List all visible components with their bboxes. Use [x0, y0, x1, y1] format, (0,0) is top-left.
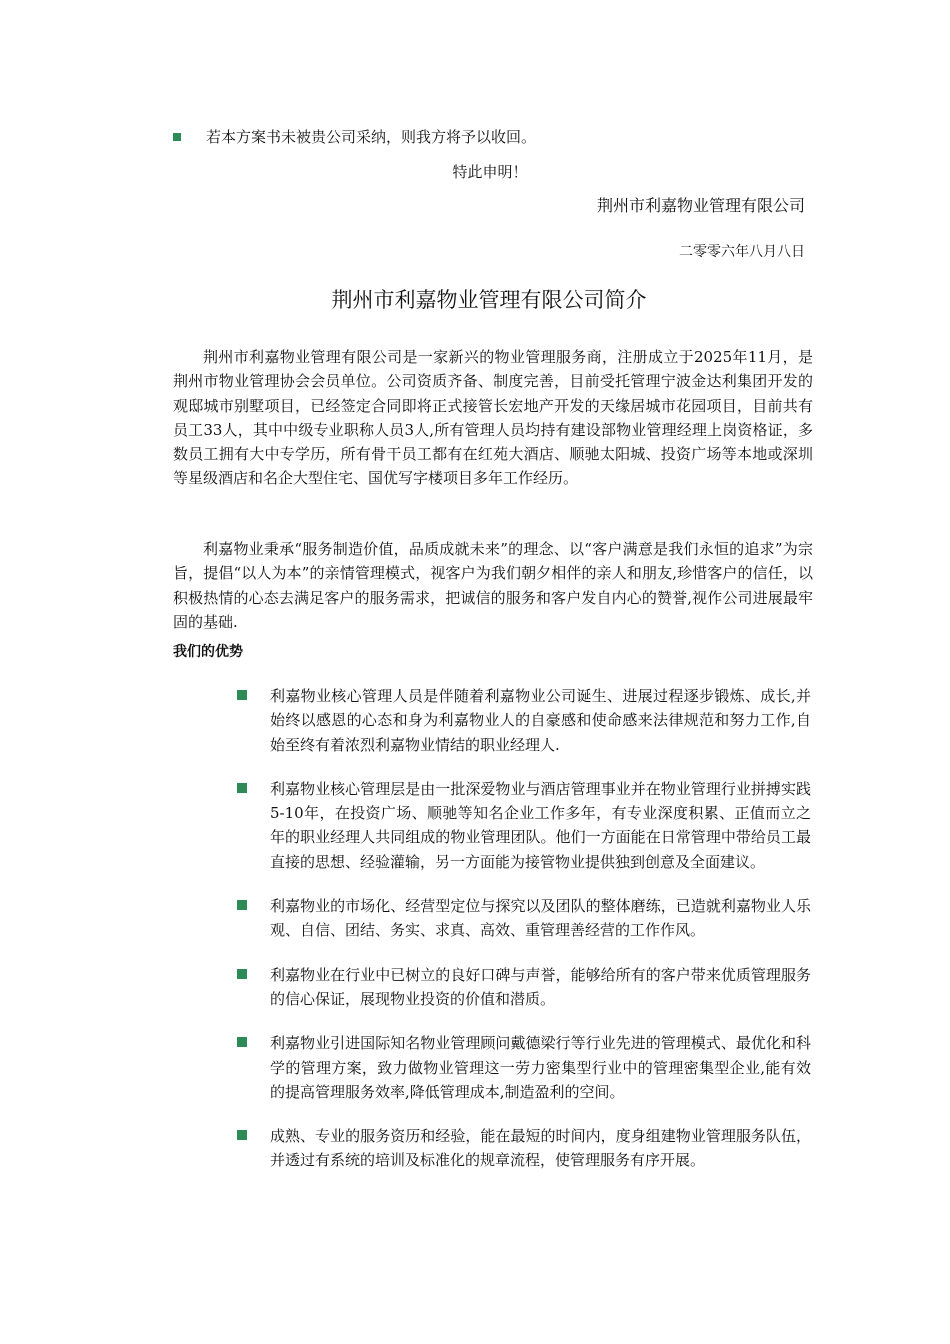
list-item	[236, 777, 811, 874]
advantage-text: 利嘉物业引进国际知名物业管理顾问戴德梁行等行业先进的管理模式、最优化和科学的管理方案，致力做物业管理这一劳力密集型行业中的管理密集型企业,能有效的提高管理服务效率,降低管理成本,制造盈利的空间。	[270, 1034, 811, 1101]
green-square-bullet-icon	[237, 1037, 247, 1047]
list-item	[236, 894, 811, 943]
signature-date: 二零零六年八月八日	[679, 244, 805, 260]
green-square-bullet-icon	[237, 1130, 247, 1140]
intro-paragraph-2: 利嘉物业秉承“服务制造价值，品质成就未来”的理念、以“客户满意是我们永恒的追求”为宗旨，提倡“以人为本”的亲情管理模式，视客户为我们朝夕相伴的亲人和朋友,珍惜客户的信任，以积极热情的心态去满足客户的服务需求，把诚信的服务和客户发自内心的赞誉,视作公司进展最牢固的基础.	[173, 540, 813, 631]
advantage-text: 利嘉物业核心管理人员是伴随着利嘉物业公司诞生、进展过程逐步锻炼、成长,并始终以感恩的心态和身为利嘉物业人的自豪感和使命感来法律规范和努力工作,自始至终有着浓烈利嘉物业情结的职业经理人.	[270, 687, 811, 754]
signature-company: 荆州市利嘉物业管理有限公司	[596, 196, 805, 215]
list-item	[236, 963, 811, 1012]
intro-title: 荆州市利嘉物业管理有限公司简介	[331, 288, 647, 312]
green-square-bullet-icon	[237, 900, 247, 910]
advantages-heading: 我们的优势	[173, 644, 243, 660]
advantage-text: 利嘉物业在行业中已树立的良好口碑与声誉，能够给所有的客户带来优质管理服务的信心保证，展现物业投资的价值和潜质。	[270, 965, 811, 1008]
green-square-bullet-icon	[237, 969, 247, 979]
notice-text: 若本方案书未被贵公司采纳，则我方将予以收回。	[206, 128, 537, 146]
declaration: 特此申明！	[452, 163, 528, 181]
advantage-text: 成熟、专业的服务资历和经验，能在最短的时间内，度身组建物业管理服务队伍，并透过有系统的培训及标准化的规章流程，使管理服务有序开展。	[270, 1127, 811, 1170]
list-item	[236, 1124, 811, 1173]
green-square-bullet-icon	[237, 690, 247, 700]
green-square-bullet-icon	[173, 133, 181, 141]
list-item	[236, 1031, 811, 1104]
advantages-list	[236, 684, 811, 1173]
list-item	[236, 684, 811, 757]
green-square-bullet-icon	[237, 783, 247, 793]
intro-paragraph-1: 荆州市利嘉物业管理有限公司是一家新兴的物业管理服务商，注册成立于2025年11月，是荆州市物业管理协会会员单位。公司资质齐备、制度完善，目前受托管理宁波金达利集团开发的观邸城市别墅项目，已经签定合同即将正式接管长宏地产开发的天缘居城市花园项目，目前共有员工33人，其中中级专业职称人员3人,所有管理人员均持有建设部物业管理经理上岗资格证，多数员工拥有大中专学历，所有骨干员工都有在红苑大酒店、顺驰太阳城、投资广场等本地或深圳等星级酒店和名企大型住宅、国优写字楼项目多年工作经历。	[173, 348, 813, 488]
advantage-text: 利嘉物业的市场化、经营型定位与探究以及团队的整体磨练，已造就利嘉物业人乐观、自信、团结、务实、求真、高效、重管理善经营的工作作风。	[270, 897, 811, 940]
advantage-text: 利嘉物业核心管理层是由一批深爱物业与酒店管理事业并在物业管理行业拼搏实践5-10年，在投资广场、顺驰等知名企业工作多年，有专业深度积累、正值而立之年的职业经理人共同组成的物业管理团队。他们一方面能在日常管理中带给员工最直接的思想、经验灌输，另一方面能为接管物业提供独到创意及全面建议。	[270, 779, 811, 871]
